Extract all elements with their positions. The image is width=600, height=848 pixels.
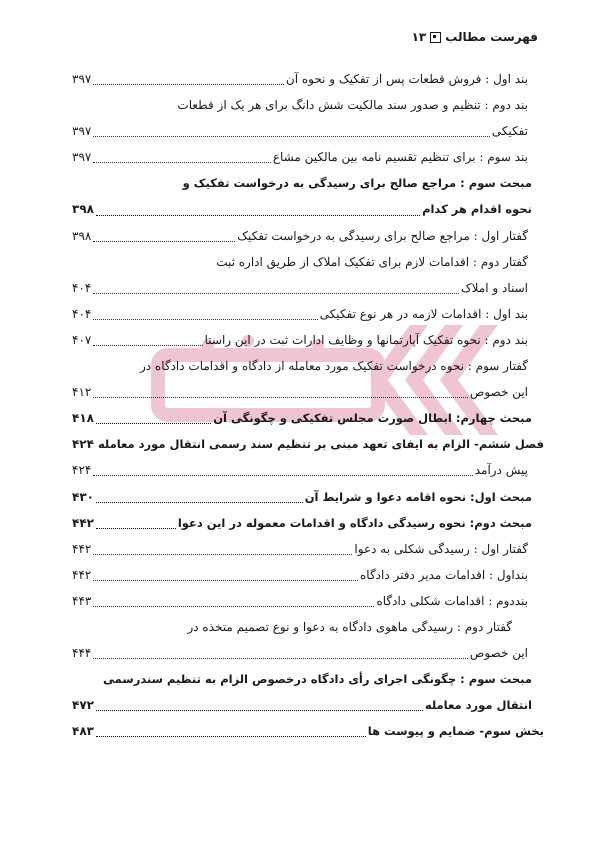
dot-leader [93,318,317,320]
toc-entry-title: مبحث سوم : مراجع صالح برای رسیدگی به درخواست تفکیک و [182,176,532,191]
toc-entry-title: این خصوص [469,646,528,661]
toc-entry-page: ۳۹۸ [72,228,92,243]
toc-entry-title: تفکیکی [491,124,528,139]
dot-leader [93,344,202,346]
toc-entry-title: بخش سوم- ضمایم و پیوست ها [367,724,544,739]
toc-entry-page: ۴۸۳ [72,724,94,739]
toc-entry-title: بنداول : اقدامات مدیر دفتر دادگاه [360,567,528,582]
toc-entry-title: بند سوم : برای تنظیم تقسیم نامه بین مالکین مشاع [272,150,528,165]
toc-entry-page: ۴۴۲ [72,515,94,530]
toc-entry[interactable] [72,66,544,92]
toc-entry-title: مبحث چهارم: ابطال صورت مجلس تفکیکی و چگونگی آن [213,411,532,426]
page-header [412,30,538,44]
toc-entry[interactable] [72,144,544,170]
toc-entry-title: بند دوم : تنظیم و صدور سند مالکیت شش دانگ برای هر یک از قطعات [177,98,528,113]
toc-entry-page: ۴۷۲ [72,698,94,713]
toc-entry-page: ۴۴۲ [72,541,92,556]
toc-entry[interactable] [72,484,544,510]
dot-leader [93,240,235,242]
toc-entry-page: ۳۹۸ [72,202,94,217]
toc-entry[interactable] [72,249,544,275]
toc-entry-page: ۴۱۸ [72,411,94,426]
toc-entry[interactable] [72,640,544,666]
dot-leader [93,396,468,398]
dot-leader [93,553,352,555]
toc-entry-page: ۳۹۷ [72,124,92,139]
toc-entry-title: فصل ششم- الزام به ایفای تعهد مبنی بر تنظیم سند رسمی انتقال مورد معامله [97,437,544,452]
toc-entry[interactable] [72,327,544,353]
toc-entry-page: ۴۱۲ [72,385,92,400]
toc-entry[interactable] [72,692,544,718]
toc-entry[interactable] [72,405,544,431]
toc-entry-page: ۳۹۷ [72,150,92,165]
toc-entry-title: مبحث سوم : چگونگی اجرای رأی دادگاه درخصوص الزام به تنظیم سندرسمی [103,672,532,687]
toc-entry-title: گفتار اول : مراجع صالح برای رسیدگی به درخواست تفکیک [237,228,528,243]
toc-entry-page: ۴۳۰ [72,489,94,504]
dot-leader [96,527,176,529]
dot-leader [96,214,420,216]
dot-leader [96,735,366,737]
toc-entry[interactable] [72,92,544,118]
toc-entry[interactable] [72,275,544,301]
toc-entry[interactable] [72,223,544,249]
dot-leader [96,501,303,503]
toc-entry-page: ۴۰۴ [72,280,92,295]
toc-entry[interactable] [72,431,544,457]
toc-entry[interactable] [72,614,544,640]
toc-entry-title: گفتار دوم : اقدامات لازم برای تفکیک املاک از طریق اداره ثبت [216,254,528,269]
toc-entry-page: ۴۴۳ [72,593,92,608]
toc-entry-page: ۴۲۴ [71,437,94,452]
toc-entry-title: بند دوم : نحوه تفکیک آپارتمانها و وظایف ادارات ثبت در این راستا [204,332,528,347]
toc-entry[interactable] [72,170,544,196]
toc-entry-page: ۴۴۲ [72,567,92,582]
toc-entry[interactable] [72,301,544,327]
toc-entry-title: پیش درآمد [474,463,528,478]
toc-entry[interactable] [72,666,544,692]
toc-entry[interactable] [72,457,544,483]
toc-entry-title: بنددوم : اقدامات شکلی دادگاه [376,593,528,608]
toc-entry-page: ۴۰۴ [72,306,92,321]
dot-leader [93,657,468,659]
toc-entry-title: مبحث اول: نحوه اقامه دعوا و شرایط آن [304,489,532,504]
dot-leader [93,605,374,607]
header-page-number: ۱۳ [411,30,427,44]
toc-entry[interactable] [72,588,544,614]
table-of-contents [72,66,544,744]
toc-entry-title: گفتار سوم : نحوه درخواست تفکیک مورد معامله از دادگاه و اقدامات دادگاه در [139,359,528,374]
toc-entry-title: بند اول : اقدامات لازمه در هر نوع تفکیکی [319,306,528,321]
dot-leader [96,709,423,711]
toc-entry-title: نحوه اقدام هر کدام [422,202,532,217]
toc-entry-title: گفتار دوم : رسیدگی ماهوی دادگاه به دعوا و نوع تصمیم متخذه در [187,619,512,634]
toc-entry-page: ۳۹۷ [72,72,92,86]
toc-entry[interactable] [72,196,544,222]
header-title: فهرست مطالب [445,30,538,44]
toc-entry-title: اسناد و املاک [460,280,528,295]
dot-leader [93,161,270,163]
toc-entry[interactable] [72,562,544,588]
dot-leader [93,579,358,581]
toc-entry[interactable] [72,379,544,405]
toc-entry-title: مبحث دوم: نحوه رسیدگی دادگاه و اقدامات معموله در این دعوا [177,515,532,530]
toc-entry[interactable] [72,536,544,562]
toc-entry-page: ۴۰۷ [72,332,92,347]
toc-entry-title: گفتار اول : رسیدگی شکلی به دعوا [354,541,528,556]
toc-entry-page: ۴۲۴ [72,463,92,478]
square-bullet-icon [430,32,441,43]
toc-entry-title: بند اول : فروش قطعات پس از تفکیک و نحوه آن [285,72,528,86]
dot-leader [93,135,489,137]
toc-entry[interactable] [72,718,544,744]
toc-entry[interactable] [72,118,544,144]
dot-leader [96,422,211,424]
toc-entry[interactable] [72,510,544,536]
dot-leader [93,474,472,476]
toc-entry-title: انتقال مورد معامله [424,698,532,713]
toc-entry[interactable] [72,353,544,379]
dot-leader [93,83,284,85]
toc-entry-page: ۴۴۴ [72,646,92,661]
dot-leader [93,292,459,294]
toc-entry-title: این خصوص [469,385,528,400]
